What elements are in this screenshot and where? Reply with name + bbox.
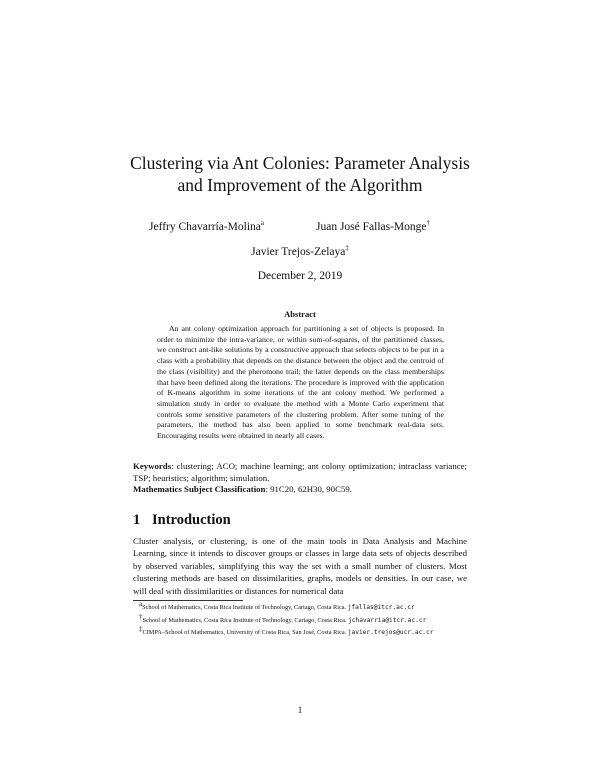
- abstract-heading: Abstract: [284, 309, 316, 319]
- footnote-mark: †: [139, 612, 143, 621]
- title-line-1: Clustering via Ant Colonies: Parameter Analysis: [130, 153, 470, 173]
- msc-label: Mathematics Subject Classification: [133, 484, 266, 495]
- author-2-mark: †: [426, 219, 431, 228]
- footnote: [133, 625, 467, 638]
- keywords-block: [133, 461, 467, 496]
- footnote: [133, 612, 467, 626]
- author-3-name: Javier Trejos-Zelaya: [251, 246, 346, 258]
- footnote-email[interactable]: javier.trejos@ucr.ac.cr: [347, 629, 434, 637]
- footnote: [133, 599, 467, 613]
- footnote-rule: [133, 600, 243, 601]
- author-1: [149, 220, 264, 234]
- msc-text: : 91C20, 62H30, 90C59.: [265, 484, 352, 495]
- title-line-2: and Improvement of the Algorithm: [177, 175, 423, 195]
- footnote-mark: a: [139, 599, 143, 608]
- footnote-email[interactable]: jchavarria@itcr.ac.cr: [348, 616, 427, 624]
- paper-title: [100, 152, 500, 196]
- footnote-mark: ‡: [139, 625, 143, 634]
- footnote-text: School of Mathematics, Costa Rica Institute of Technology, Cartago, Costa Rica.: [142, 616, 347, 624]
- keywords-text: : clustering; ACO; machine learning; ant colony optimization; intraclass variance; TSP; heuristics; algorithm; simulation.: [133, 461, 467, 483]
- footnote-text: School of Mathematics, Costa Rica Institute of Technology, Cartago, Costa Rica.: [142, 604, 347, 611]
- section-title: Introduction: [152, 512, 231, 528]
- intro-paragraph: Cluster analysis, or clustering, is one of the main tools in Data Analysis and Machine Learning, since it intends to discover groups or classes in large data sets of objects described by observed variables, simplifying this way the set with a small number of clusters. Most clustering methods are based on dissimilarities, graphs, models or densities. In our case, we will deal with dissimilarities or distances for numerical data: [133, 536, 467, 596]
- page-number: 1: [297, 705, 303, 715]
- author-2-name: Juan José Fallas-Monge: [316, 221, 427, 233]
- footnote-text: CIMPA–School of Mathematics, University of Costa Rica, San José, Costa Rica.: [142, 629, 347, 637]
- paper-date: December 2, 2019: [257, 270, 343, 282]
- section-heading: [133, 512, 231, 529]
- footnote-email[interactable]: jfallas@itcr.ac.cr: [347, 604, 415, 611]
- author-1-name: Jeffry Chavarría-Molina: [149, 221, 261, 233]
- author-2: [316, 220, 430, 234]
- author-1-mark: a: [260, 219, 264, 228]
- section-number: 1: [133, 512, 141, 528]
- author-3-mark: ‡: [345, 244, 349, 253]
- abstract-text: An ant colony optimization approach for partitioning a set of objects is proposed. In order to minimize the intra-variance, or within sum-of-squares, of the partitioned classes, we construct ant-like solutions by a constructive approach that selects objects to be put in a class with a probability that depends on the distance between the object and the centroid of the class (visibility) and the pheromone trail; the latter depends on the class memberships that have been defined along the iterations. The procedure is improved with the application of K-means algorithm in some iterations of the ant colony method. We performed a simulation study in order to evaluate the method with a Monte Carlo experiment that controls some sensitive parameters of the clustering problem. After some tuning of the parameters, the method has also been applied to some benchmark real-data sets. Encouraging results were obtained in nearly all cases.: [157, 324, 444, 441]
- footnotes: [133, 599, 467, 641]
- keywords-label: Keywords: [133, 461, 172, 471]
- authors-row-2: [0, 245, 600, 259]
